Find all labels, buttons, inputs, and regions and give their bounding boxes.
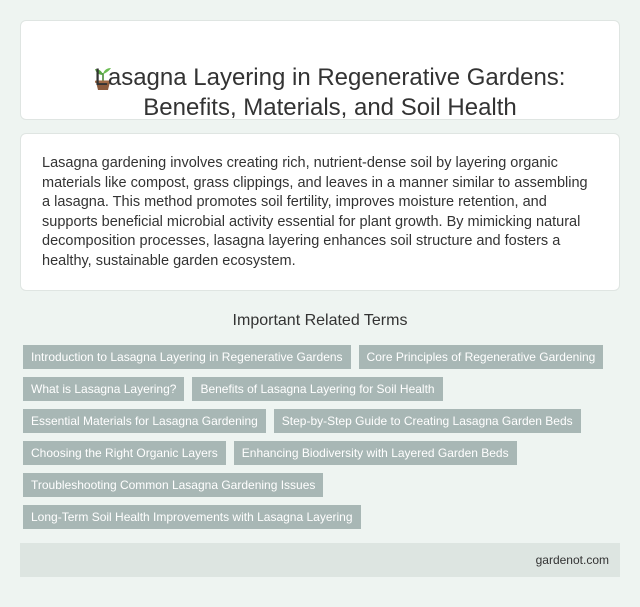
related-terms-heading: Important Related Terms bbox=[232, 312, 408, 329]
related-term-tag[interactable]: Enhancing Biodiversity with Layered Garden Beds bbox=[234, 441, 517, 465]
related-term-tag[interactable]: Long-Term Soil Health Improvements with Lasagna Layering bbox=[23, 505, 361, 529]
footer-site-name[interactable]: gardenot.com bbox=[535, 553, 609, 567]
page-title: Lasagna Layering in Regenerative Gardens: Benefits, Materials, and Soil Health bbox=[94, 64, 566, 121]
related-term-tag[interactable]: Benefits of Lasagna Layering for Soil Health bbox=[192, 377, 442, 401]
related-term-tag[interactable]: Step-by-Step Guide to Creating Lasagna Garden Beds bbox=[274, 409, 581, 433]
related-term-tag[interactable]: Essential Materials for Lasagna Gardening bbox=[23, 409, 266, 433]
header-card bbox=[20, 20, 620, 120]
intro-paragraph: Lasagna gardening involves creating rich, nutrient-dense soil by layering organic materials like compost, grass clippings, and leaves in a manner similar to assembling a lasagna. This method promotes soil fertility, improves moisture retention, and supports beneficial microbial activity essential for plant growth. By mimicking natural decomposition processes, lasagna layering enhances soil structure and fosters a healthy, sustainable garden ecosystem. bbox=[42, 155, 588, 269]
related-term-tag[interactable]: Troubleshooting Common Lasagna Gardening Issues bbox=[23, 473, 323, 497]
related-term-tag[interactable]: Core Principles of Regenerative Gardening bbox=[359, 345, 604, 369]
intro-card bbox=[20, 133, 620, 291]
related-terms-list bbox=[20, 345, 620, 529]
related-term-tag[interactable]: Introduction to Lasagna Layering in Regenerative Gardens bbox=[23, 345, 351, 369]
related-term-tag[interactable]: What is Lasagna Layering? bbox=[23, 377, 184, 401]
related-term-tag[interactable]: Choosing the Right Organic Layers bbox=[23, 441, 226, 465]
footer bbox=[20, 543, 620, 577]
